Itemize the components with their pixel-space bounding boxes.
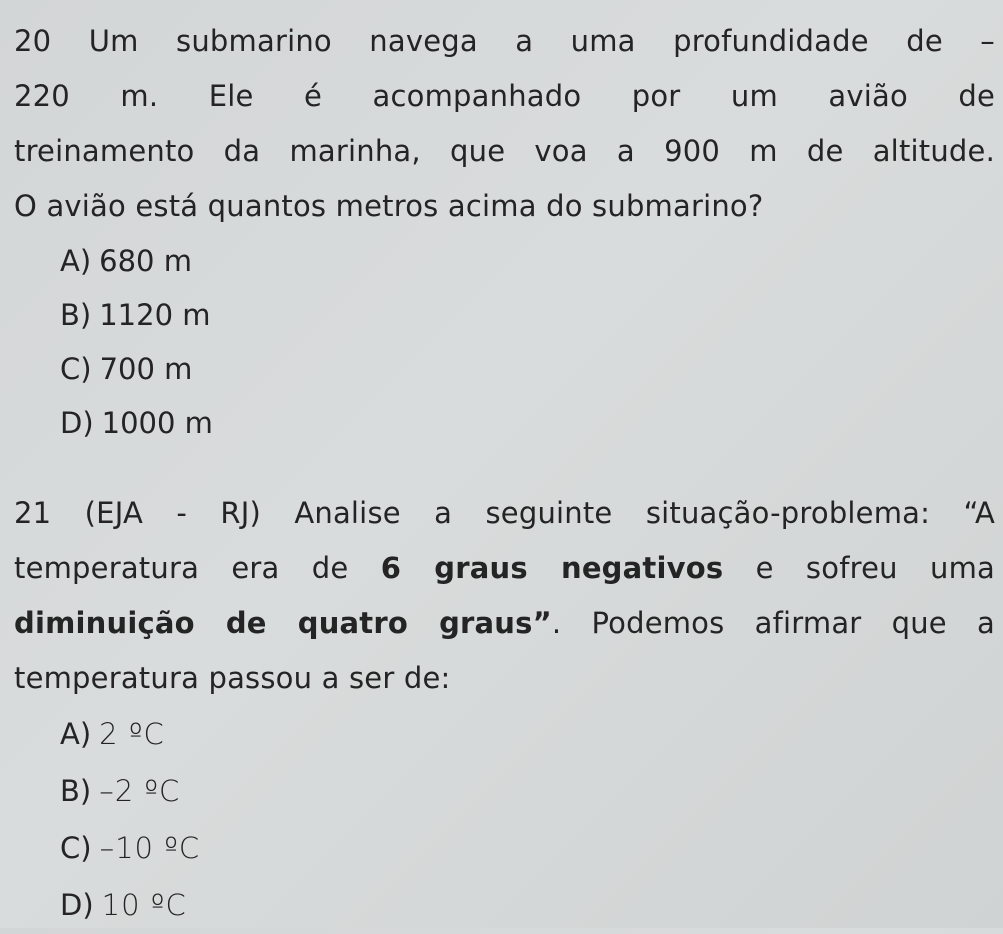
question-21-line: [14, 541, 995, 596]
option-letter: B): [60, 774, 92, 808]
question-20-options: [14, 234, 995, 450]
option-value: –10 ºC: [99, 831, 201, 865]
option-d[interactable]: [60, 877, 995, 934]
question-20-line: treinamento da marinha, que voa a 900 m de altitude.: [14, 134, 995, 168]
option-value: 1000 m: [101, 406, 213, 440]
question-21-line: [14, 596, 995, 651]
question-21: [14, 486, 995, 934]
emphasis-text: diminuição de quatro graus”: [14, 606, 552, 640]
emphasis-text: 6 graus negativos: [380, 551, 724, 585]
question-21-line: 21 (EJA - RJ) Analise a seguinte situação-problema: “A: [14, 496, 995, 530]
question-20: [14, 14, 995, 450]
option-c[interactable]: [60, 342, 995, 396]
option-letter: C): [60, 352, 92, 386]
question-20-line: O avião está quantos metros acima do submarino?: [14, 189, 764, 223]
option-value: 10 ºC: [101, 888, 187, 922]
option-value: 680 m: [99, 244, 192, 278]
option-letter: B): [60, 298, 92, 332]
question-21-stem: [14, 486, 995, 706]
option-value: 1120 m: [99, 298, 211, 332]
line-text: e sofreu uma: [723, 551, 995, 585]
option-value: –2 ºC: [99, 774, 181, 808]
option-a[interactable]: [60, 706, 995, 763]
question-20-stem: [14, 14, 995, 234]
option-a[interactable]: [60, 234, 995, 288]
option-c[interactable]: [60, 820, 995, 877]
question-21-line: temperatura passou a ser de:: [14, 661, 451, 695]
option-letter: C): [60, 831, 92, 865]
question-21-options: [14, 706, 995, 934]
option-letter: D): [60, 888, 94, 922]
option-letter: A): [60, 244, 92, 278]
option-b[interactable]: [60, 763, 995, 820]
question-20-line: 220 m. Ele é acompanhado por um avião de: [14, 79, 995, 113]
line-text: temperatura era de: [14, 551, 381, 585]
option-letter: D): [60, 406, 94, 440]
option-value: 2 ºC: [99, 717, 165, 751]
question-20-line: 20 Um submarino navega a uma profundidade de –: [14, 24, 995, 58]
option-b[interactable]: [60, 288, 995, 342]
option-d[interactable]: [60, 396, 995, 450]
option-letter: A): [60, 717, 92, 751]
line-text: . Podemos afirmar que a: [551, 606, 995, 640]
option-value: 700 m: [99, 352, 193, 386]
